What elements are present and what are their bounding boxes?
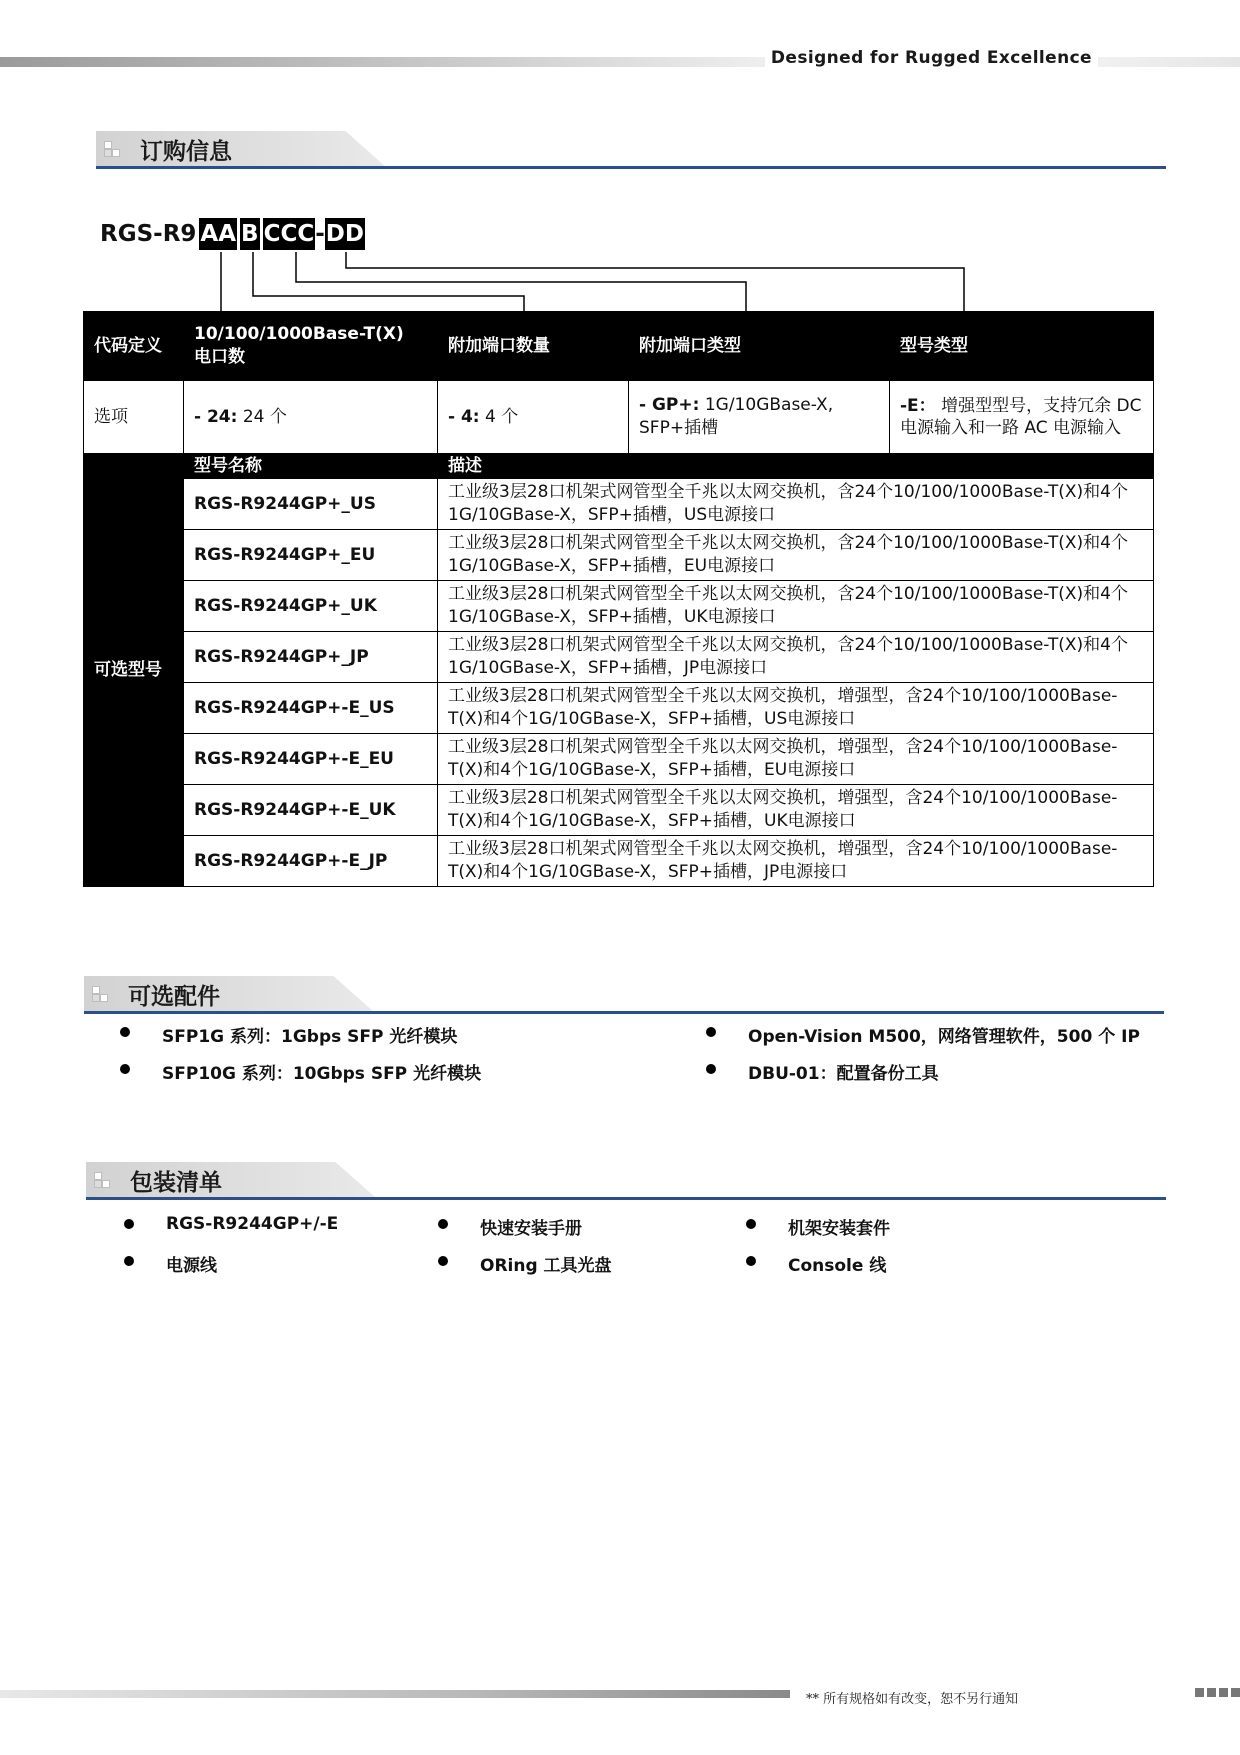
table-row (84, 479, 1154, 530)
header-port-count: 10/100/1000Base-T(X) 电口数 (184, 312, 438, 381)
model-code-aa: AA (199, 218, 237, 250)
option-extra-port-type: - GP+: 1G/10GBase-X, SFP+插槽 (629, 381, 890, 454)
table-row (84, 632, 1154, 683)
bullet-icon (438, 1219, 448, 1229)
bullet-icon (706, 1027, 716, 1037)
option-model-type: -E： 增强型型号，支持冗余 DC 电源输入和一路 AC 电源输入 (890, 381, 1154, 454)
section-title: 订购信息 (140, 139, 232, 165)
model-name: RGS-R9244GP+-E_UK (184, 785, 438, 836)
header-extra-port-type: 附加端口类型 (629, 312, 890, 381)
table-row (84, 734, 1154, 785)
section-header-package (86, 1162, 1166, 1200)
model-desc: 工业级3层28口机架式网管型全千兆以太网交换机，增强型，含24个10/100/1000Base-T(X)和4个1G/10GBase-X，SFP+插槽，JP电源接口 (438, 836, 1154, 887)
models-header-desc: 描述 (438, 454, 1154, 479)
list-item: SFP10G 系列：10Gbps SFP 光纤模块 (162, 1059, 481, 1084)
bullet-icon (124, 1256, 134, 1266)
list-item: Console 线 (788, 1251, 886, 1276)
footer-square-icon (1231, 1688, 1240, 1697)
model-code-dash: - (315, 221, 325, 247)
code-connector-lines (0, 0, 1240, 320)
list-item: Open-Vision M500，网络管理软件，500 个 IP (748, 1022, 1140, 1047)
ordering-table (83, 311, 1154, 887)
bullet-icon (706, 1064, 716, 1074)
footer-square-icon (1195, 1688, 1204, 1697)
model-name: RGS-R9244GP+_EU (184, 530, 438, 581)
model-code-ccc: CCC (263, 218, 316, 250)
header-code-definition: 代码定义 (84, 312, 184, 381)
model-desc: 工业级3层28口机架式网管型全千兆以太网交换机，增强型，含24个10/100/1000Base-T(X)和4个1G/10GBase-X，SFP+插槽，US电源接口 (438, 683, 1154, 734)
option-extra-port-count: - 4: 4 个 (438, 381, 629, 454)
model-name: RGS-R9244GP+_UK (184, 581, 438, 632)
list-item: RGS-R9244GP+/-E (166, 1214, 338, 1234)
model-desc: 工业级3层28口机架式网管型全千兆以太网交换机，含24个10/100/1000Base-T(X)和4个1G/10GBase-X，SFP+插槽，EU电源接口 (438, 530, 1154, 581)
models-header-row (84, 454, 1154, 479)
list-item: 机架安装套件 (788, 1214, 890, 1239)
footer-square-icon (1207, 1688, 1216, 1697)
section-title: 可选配件 (128, 984, 220, 1010)
model-desc: 工业级3层28口机架式网管型全千兆以太网交换机，含24个10/100/1000Base-T(X)和4个1G/10GBase-X，SFP+插槽，UK电源接口 (438, 581, 1154, 632)
model-desc: 工业级3层28口机架式网管型全千兆以太网交换机，增强型，含24个10/100/1000Base-T(X)和4个1G/10GBase-X，SFP+插槽，UK电源接口 (438, 785, 1154, 836)
footer-note: ** 所有规格如有改变，恕不另行通知 (806, 1692, 1019, 1707)
models-header-name: 型号名称 (184, 454, 438, 479)
bullet-icon (438, 1256, 448, 1266)
table-row (84, 836, 1154, 887)
table-row (84, 683, 1154, 734)
bullet-icon (124, 1219, 134, 1229)
option-port-count: - 24: 24 个 (184, 381, 438, 454)
options-label: 选项 (84, 381, 184, 454)
list-item: 电源线 (166, 1251, 217, 1276)
header-extra-port-count: 附加端口数量 (438, 312, 629, 381)
list-item: 快速安装手册 (480, 1214, 582, 1239)
list-item: DBU-01：配置备份工具 (748, 1059, 939, 1084)
section-bullet-icon (92, 986, 108, 1002)
bullet-icon (120, 1064, 130, 1074)
model-name: RGS-R9244GP+-E_JP (184, 836, 438, 887)
table-row (84, 785, 1154, 836)
model-name: RGS-R9244GP+_US (184, 479, 438, 530)
table-header-row (84, 312, 1154, 381)
bullet-icon (746, 1219, 756, 1229)
list-item: ORing 工具光盘 (480, 1251, 612, 1276)
model-code-prefix: RGS-R9 (100, 221, 197, 247)
header-model-type: 型号类型 (890, 312, 1154, 381)
model-name: RGS-R9244GP+-E_US (184, 683, 438, 734)
slogan: Designed for Rugged Excellence (765, 48, 1098, 68)
model-desc: 工业级3层28口机架式网管型全千兆以太网交换机，含24个10/100/1000Base-T(X)和4个1G/10GBase-X，SFP+插槽，US电源接口 (438, 479, 1154, 530)
model-name: RGS-R9244GP+-E_EU (184, 734, 438, 785)
models-label: 可选型号 (84, 454, 184, 887)
table-options-row (84, 381, 1154, 454)
table-row (84, 530, 1154, 581)
footer-square-icon (1219, 1688, 1228, 1697)
model-desc: 工业级3层28口机架式网管型全千兆以太网交换机，含24个10/100/1000Base-T(X)和4个1G/10GBase-X，SFP+插槽，JP电源接口 (438, 632, 1154, 683)
footer-band (0, 1690, 790, 1698)
section-title: 包装清单 (130, 1170, 222, 1196)
model-code-b: B (240, 218, 260, 250)
model-code-dd: DD (325, 218, 365, 250)
section-header-accessories (84, 976, 1164, 1014)
model-name: RGS-R9244GP+_JP (184, 632, 438, 683)
bullet-icon (746, 1256, 756, 1266)
table-row (84, 581, 1154, 632)
section-bullet-icon (94, 1172, 110, 1188)
bullet-icon (120, 1027, 130, 1037)
list-item: SFP1G 系列：1Gbps SFP 光纤模块 (162, 1022, 457, 1047)
model-desc: 工业级3层28口机架式网管型全千兆以太网交换机，增强型，含24个10/100/1000Base-T(X)和4个1G/10GBase-X，SFP+插槽，EU电源接口 (438, 734, 1154, 785)
